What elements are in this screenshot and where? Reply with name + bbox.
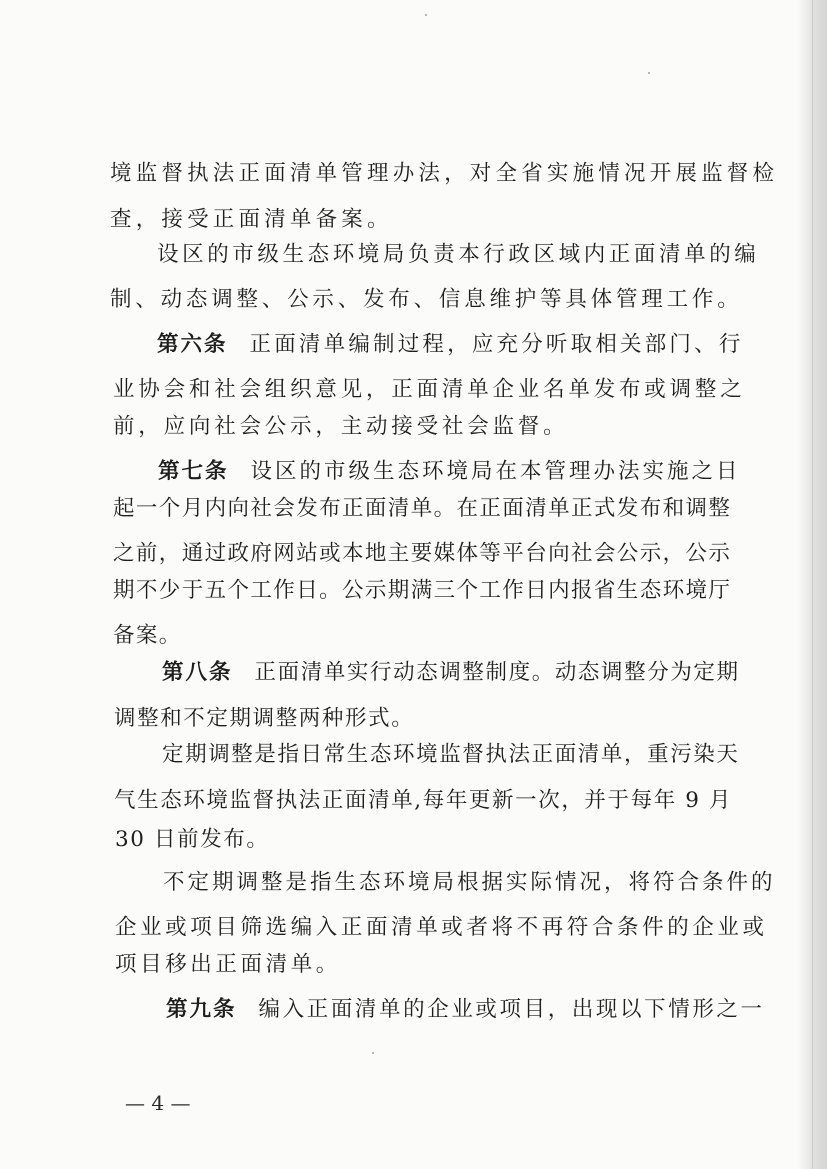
line-text: 不定期调整是指生态环境局根据实际情况，将符合条件的: [163, 870, 776, 895]
scan-edge-line: [812, 0, 813, 1169]
line-text: 境监督执法正面清单管理办法，对全省实施情况开展监督检: [110, 161, 779, 186]
article-heading: 第六条: [157, 332, 228, 357]
line-text: 30 日前发布。: [115, 827, 270, 852]
text-line: [113, 621, 182, 651]
article-heading: 第九条: [166, 997, 237, 1022]
line-text: 起一个月内向社会发布正面清单。在正面清单正式发布和调整: [113, 496, 732, 521]
line-text: 之前，通过政府网站或本地主要媒体等平台向社会公示，公示: [113, 541, 732, 566]
line-text: 备案。: [113, 623, 182, 648]
article-heading: 第八条: [162, 660, 233, 685]
text-line: [113, 576, 731, 606]
scan-speck: [648, 72, 650, 74]
text-line: [114, 786, 732, 816]
text-line: [110, 205, 393, 235]
line-text: 设区的市级生态环境局负责本行政区域内正面清单的编: [157, 242, 760, 267]
line-text: 定期调整是指日常生态环境监督执法正面清单，重污染天: [162, 742, 740, 767]
line-text: 编入正面清单的企业或项目，出现以下情形之一: [258, 997, 765, 1022]
text-line: [113, 375, 746, 405]
text-line: [162, 658, 740, 688]
text-line: [163, 868, 776, 898]
line-text: 设区的市级生态环境局在本管理办法实施之日: [250, 459, 741, 484]
line-text: 查，接受正面清单备案。: [110, 207, 393, 232]
line-text: 项目移出正面清单。: [115, 952, 341, 977]
text-line: [113, 494, 731, 524]
line-text: 企业或项目筛选编入正面清单或者将不再符合条件的企业或: [115, 915, 768, 940]
text-line: [157, 240, 759, 270]
line-text: 制、动态调整、公示、发布、信息维护等具体管理工作。: [110, 287, 743, 312]
text-line: [166, 995, 765, 1025]
text-line: [115, 913, 768, 943]
page-number: — 4 —: [125, 1091, 191, 1115]
text-line: [110, 285, 743, 315]
article-heading: 第七条: [158, 459, 229, 484]
line-text: 业协会和社会组织意见，正面清单企业名单发布或调整之: [113, 377, 746, 402]
scan-speck: [425, 14, 427, 16]
line-text: 期不少于五个工作日。公示期满三个工作日内报省生态环境厅: [113, 578, 732, 603]
text-line: [113, 539, 731, 569]
line-text: 正面清单编制过程，应充分听取相关部门、行: [249, 332, 744, 357]
text-line: [157, 330, 744, 360]
line-text: 气生态环境监督执法正面清单,每年更新一次，并于每年 9 月: [114, 788, 733, 813]
text-line: [110, 159, 778, 189]
text-line: [115, 825, 270, 855]
line-text: 调整和不定期调整两种形式。: [114, 706, 415, 731]
text-line: [162, 740, 740, 770]
text-line: [158, 457, 741, 487]
scan-speck: [372, 1052, 374, 1054]
text-line: [115, 950, 341, 980]
line-text: 正面清单实行动态调整制度。动态调整分为定期: [254, 660, 740, 685]
text-line: [114, 704, 414, 734]
line-text: 前，应向社会公示，主动接受社会监督。: [113, 414, 569, 439]
text-line: [113, 412, 568, 442]
